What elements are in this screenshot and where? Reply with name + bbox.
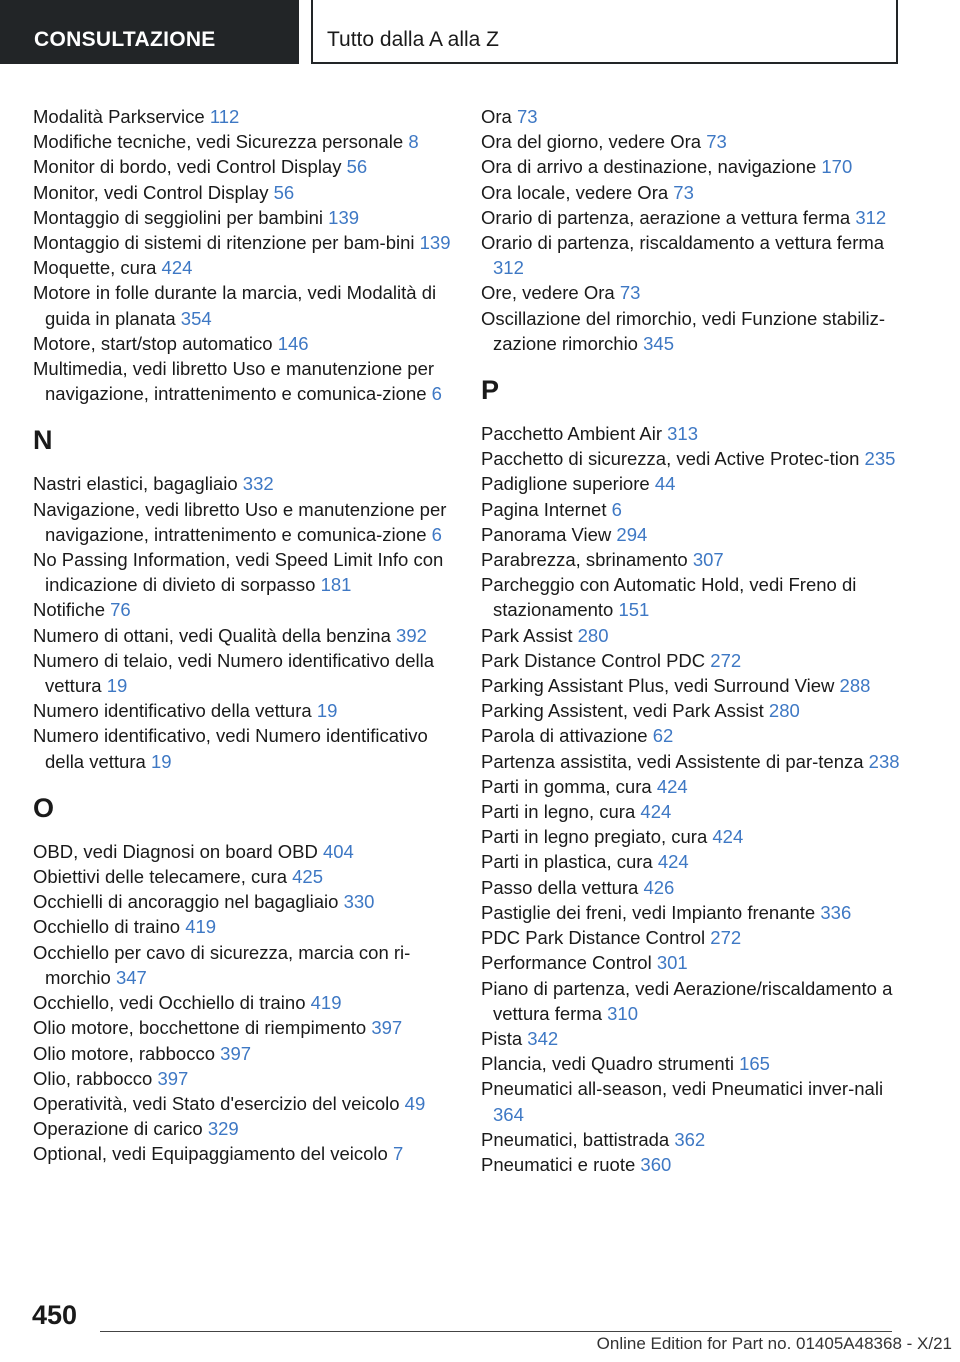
page-reference-link[interactable]: 424 <box>712 826 744 848</box>
section-title: CONSULTAZIONE <box>34 28 216 51</box>
page-number: 450 <box>32 1300 78 1330</box>
page-reference-link[interactable]: 312 <box>855 206 887 228</box>
index-entry <box>481 723 901 748</box>
page-reference-link[interactable]: 139 <box>419 232 451 254</box>
index-entry-text: No Passing Information, vedi Speed Limit Info con indicazione di divieto di sorpasso <box>33 549 444 596</box>
index-entry <box>481 104 901 129</box>
page-reference-link[interactable]: 62 <box>652 725 674 747</box>
index-entry-text: Orario di partenza, riscaldamento a vettura ferma <box>481 232 885 254</box>
index-entry-text: Parola di attivazione <box>481 725 648 747</box>
index-entry-text: Montaggio di seggiolini per bambini <box>33 206 324 228</box>
page-reference-link[interactable]: 280 <box>577 624 609 646</box>
index-entry-text: Numero di telaio, vedi Numero identificativo della vettura <box>33 649 435 697</box>
index-entry <box>481 875 901 900</box>
page-reference-link[interactable]: 419 <box>310 992 342 1014</box>
index-entry-text: Montaggio di sistemi di ritenzione per bam‐bini <box>33 232 415 254</box>
index-entry-text: Olio motore, bocchettone di riempimento <box>33 1017 367 1039</box>
page-reference-link[interactable]: 238 <box>868 750 900 772</box>
index-entry-text: Navigazione, vedi libretto Uso e manutenzione per navigazione, intrattenimento e comunica‐zione <box>33 498 447 545</box>
index-entry-text: Ora locale, vedere Ora <box>481 181 669 203</box>
page-reference-link[interactable]: 44 <box>654 473 676 495</box>
index-entry <box>33 914 453 939</box>
index-entry <box>481 849 901 874</box>
index-entry-text: Parking Assistant Plus, vedi Surround View <box>481 675 835 697</box>
index-entry-text: Ore, vedere Ora <box>481 282 615 304</box>
index-entry <box>33 331 453 356</box>
page-reference-link[interactable]: 362 <box>674 1128 706 1150</box>
index-entry-text: Oscillazione del rimorchio, vedi Funzione stabiliz‐zazione rimorchio <box>481 307 886 354</box>
index-entry-text: Piano di partenza, vedi Aerazione/riscaldamento a vettura ferma <box>481 977 893 1024</box>
index-entry <box>481 1076 901 1126</box>
index-entry <box>481 154 901 179</box>
index-entry <box>481 306 901 356</box>
index-entry <box>481 925 901 950</box>
page-reference-link[interactable]: 139 <box>328 206 360 228</box>
page-reference-link[interactable]: 235 <box>864 448 896 470</box>
index-entry-text: Parabrezza, sbrinamento <box>481 549 688 571</box>
page-reference-link[interactable]: 312 <box>493 257 524 279</box>
page-reference-link[interactable]: 56 <box>346 156 368 178</box>
index-entry-text: Monitor di bordo, vedi Control Display <box>33 156 342 178</box>
page-reference-link[interactable]: 330 <box>343 891 375 913</box>
index-entry <box>33 1141 453 1166</box>
index-entry-text: Parti in gomma, cura <box>481 775 652 797</box>
index-entry <box>481 280 901 305</box>
index-entry-text: Ora di arrivo a destinazione, navigazione <box>481 156 817 178</box>
index-letter-heading: P <box>481 375 500 406</box>
page-reference-link[interactable]: 336 <box>820 901 852 923</box>
index-entry <box>481 1051 901 1076</box>
page-reference-link[interactable]: 19 <box>316 700 338 722</box>
index-entry-text: Nastri elastici, bagagliaio <box>33 473 238 495</box>
index-entry-text: Operazione di carico <box>33 1118 203 1140</box>
index-entry-text: Pneumatici all-season, vedi Pneumatici inver‐nali <box>481 1078 884 1100</box>
index-entry-text: Occhielli di ancoraggio nel bagagliaio <box>33 891 339 913</box>
index-entry <box>481 471 901 496</box>
index-entry-text: Parking Assistent, vedi Park Assist <box>481 700 764 722</box>
index-entry <box>33 154 453 179</box>
index-entry <box>33 180 453 205</box>
index-entry-text: Operatività, vedi Stato d'esercizio del veicolo <box>33 1092 400 1114</box>
page-reference-link[interactable]: 181 <box>320 574 352 596</box>
index-entry-text: Parcheggio con Automatic Hold, vedi Freno di stazionamento <box>481 574 857 621</box>
index-entry-text: Notifiche <box>33 599 105 621</box>
index-entry <box>33 1116 453 1141</box>
index-entry <box>33 255 453 280</box>
index-entry <box>33 648 453 698</box>
index-entry <box>33 1015 453 1040</box>
page-reference-link[interactable]: 392 <box>396 624 427 646</box>
page-reference-link[interactable]: 6 <box>431 383 442 405</box>
index-entry-text: Orario di partenza, aerazione a vettura ferma <box>481 206 851 228</box>
page-reference-link[interactable]: 426 <box>643 876 675 898</box>
index-entry-text: Modalità Parkservice <box>33 106 205 127</box>
page-reference-link[interactable]: 170 <box>821 156 853 178</box>
index-entry <box>33 471 453 496</box>
page-reference-link[interactable]: 8 <box>408 131 419 153</box>
index-entry-text: Performance Control <box>481 952 652 974</box>
page-reference-link[interactable]: 288 <box>839 675 871 697</box>
index-entry-text: Occhiello per cavo di sicurezza, marcia con ri‐morchio <box>33 941 411 988</box>
page-reference-link[interactable]: 342 <box>527 1027 559 1049</box>
index-entry-text: Motore in folle durante la marcia, vedi Modalità di guida in planata <box>33 282 437 329</box>
page-reference-link[interactable]: 332 <box>242 473 274 495</box>
index-entry <box>33 547 453 597</box>
index-entry-text: Motore, start/stop automatico <box>33 332 273 354</box>
index-entry-text: Plancia, vedi Quadro strumenti <box>481 1053 734 1075</box>
index-entry <box>481 205 901 230</box>
index-entry <box>481 522 901 547</box>
page-reference-link[interactable]: 146 <box>277 332 309 354</box>
page-reference-link[interactable]: 73 <box>673 181 694 203</box>
index-entry-text: Padiglione superiore <box>481 473 650 495</box>
index-entry-text: Ora <box>481 106 512 127</box>
page-reference-link[interactable]: 397 <box>371 1017 403 1039</box>
chapter-header <box>311 0 898 64</box>
index-entry <box>33 1041 453 1066</box>
index-entry-text: Park Distance Control PDC <box>481 649 706 671</box>
index-entry <box>481 976 901 1026</box>
page-reference-link[interactable]: 280 <box>768 700 800 722</box>
page-reference-link[interactable]: 19 <box>106 675 128 697</box>
index-entry <box>33 280 453 330</box>
index-entry <box>33 698 453 723</box>
index-entry-text: Optional, vedi Equipaggiamento del veicolo <box>33 1143 388 1165</box>
index-entry-text: Numero di ottani, vedi Qualità della benzina <box>33 624 391 646</box>
page-reference-link[interactable]: 165 <box>739 1053 770 1075</box>
index-entry-text: Ora del giorno, vedere Ora <box>481 131 702 153</box>
index-entry <box>481 1152 901 1177</box>
index-entry <box>481 446 901 471</box>
page-reference-link[interactable]: 424 <box>657 851 689 873</box>
page-reference-link[interactable]: 310 <box>607 1002 639 1024</box>
page-reference-link[interactable]: 272 <box>710 649 742 671</box>
index-entry-text: Olio motore, rabbocco <box>33 1042 216 1064</box>
page-reference-link[interactable]: 6 <box>431 523 442 545</box>
index-entry <box>481 900 901 925</box>
page-reference-link[interactable]: 151 <box>618 599 650 621</box>
index-entry-text: Parti in legno pregiato, cura <box>481 826 708 848</box>
page-reference-link[interactable]: 272 <box>710 927 742 949</box>
index-entry-text: OBD, vedi Diagnosi on board OBD <box>33 840 318 862</box>
index-entry <box>33 104 453 129</box>
index-entry <box>33 597 453 622</box>
page-reference-link[interactable]: 76 <box>110 599 131 621</box>
page-reference-link[interactable]: 6 <box>611 498 622 520</box>
page-reference-link[interactable]: 73 <box>619 282 641 304</box>
index-entry-text: Parti in legno, cura <box>481 801 636 823</box>
index-entry-text: Modifiche tecniche, vedi Sicurezza personale <box>33 131 404 153</box>
page-reference-link[interactable]: 360 <box>640 1153 672 1175</box>
page-reference-link[interactable]: 73 <box>706 131 727 153</box>
page-reference-link[interactable]: 404 <box>322 840 354 862</box>
index-entry-text: Multimedia, vedi libretto Uso e manutenzione per navigazione, intrattenimento e comunica‐zione <box>33 358 435 405</box>
index-entry-text: Obiettivi delle telecamere, cura <box>33 866 287 888</box>
index-entry-text: Pagina Internet <box>481 498 607 520</box>
page-reference-link[interactable]: 73 <box>516 106 538 127</box>
index-entry <box>481 572 901 622</box>
index-entry <box>33 356 453 406</box>
index-entry <box>33 623 453 648</box>
index-entry <box>481 421 901 446</box>
footer-rule <box>100 1331 892 1332</box>
index-entry <box>481 230 901 280</box>
page-reference-link[interactable]: 397 <box>220 1042 252 1064</box>
index-entry-text: Partenza assistita, vedi Assistente di par‐tenza <box>481 750 864 772</box>
index-entry <box>33 129 453 154</box>
index-entry <box>481 547 901 572</box>
footer-edition: Online Edition for Part no. 01405A48368 - X/21 <box>596 1334 952 1353</box>
page-reference-link[interactable]: 425 <box>292 866 323 888</box>
chapter-title: Tutto dalla A alla Z <box>327 28 499 51</box>
page-reference-link[interactable]: 347 <box>115 966 147 988</box>
index-entry-text: Olio, rabbocco <box>33 1067 153 1089</box>
page-reference-link[interactable]: 112 <box>209 106 240 127</box>
index-entry <box>481 673 901 698</box>
index-entry-text: Occhiello di traino <box>33 916 181 938</box>
index-entry-text: Numero identificativo della vettura <box>33 700 312 722</box>
index-entry <box>481 623 901 648</box>
index-letter-heading: O <box>33 792 55 823</box>
index-entry <box>33 940 453 990</box>
index-column-left <box>33 104 453 1167</box>
index-entry <box>481 129 901 154</box>
index-entry <box>33 723 453 773</box>
index-entry-text: Pastiglie dei freni, vedi Impianto frenante <box>481 901 816 923</box>
index-entry-text: Passo della vettura <box>481 876 639 898</box>
index-letter-heading: N <box>33 425 53 456</box>
index-column-right <box>481 104 901 1177</box>
page-reference-link[interactable]: 49 <box>404 1092 426 1114</box>
index-entry-text: Occhiello, vedi Occhiello di traino <box>33 992 306 1014</box>
index-entry <box>33 230 453 255</box>
page-reference-link[interactable]: 424 <box>656 775 688 797</box>
page-reference-link[interactable]: 424 <box>161 257 193 279</box>
index-entry-text: Pista <box>481 1027 523 1049</box>
index-entry-text: Park Assist <box>481 624 573 646</box>
index-entry-text: Numero identificativo, vedi Numero identificativo della vettura <box>33 725 428 772</box>
index-entry <box>33 1066 453 1091</box>
index-entry <box>481 180 901 205</box>
index-entry <box>481 497 901 522</box>
index-entry <box>481 698 901 723</box>
index-entry-text: Monitor, vedi Control Display <box>33 181 269 203</box>
index-entry <box>481 799 901 824</box>
page-reference-link[interactable]: 294 <box>616 523 648 545</box>
index-entry <box>33 864 453 889</box>
page-reference-link[interactable]: 354 <box>180 307 212 329</box>
index-entry-text: Pacchetto Ambient Air <box>481 423 662 445</box>
index-entry-text: Pneumatici e ruote <box>481 1153 636 1175</box>
page-reference-link[interactable]: 307 <box>692 549 724 571</box>
page-reference-link[interactable]: 313 <box>667 423 699 445</box>
page-reference-link[interactable]: 7 <box>392 1143 404 1165</box>
page-reference-link[interactable]: 419 <box>185 916 217 938</box>
page-reference-link[interactable]: 56 <box>273 181 295 203</box>
page-reference-link[interactable]: 301 <box>656 952 688 974</box>
index-entry <box>481 648 901 673</box>
section-tab <box>0 0 299 64</box>
index-entry-text: Panorama View <box>481 523 612 545</box>
index-entry <box>481 824 901 849</box>
index-entry <box>33 205 453 230</box>
page-reference-link[interactable]: 397 <box>157 1067 189 1089</box>
index-entry-text: Pneumatici, battistrada <box>481 1128 670 1150</box>
page-reference-link[interactable]: 329 <box>207 1118 239 1140</box>
page-reference-link[interactable]: 364 <box>493 1103 524 1125</box>
index-entry <box>481 1026 901 1051</box>
index-entry <box>33 839 453 864</box>
index-entry <box>33 889 453 914</box>
index-entry-text: Moquette, cura <box>33 257 157 279</box>
index-entry <box>481 749 901 774</box>
page-reference-link[interactable]: 424 <box>640 801 672 823</box>
index-entry <box>33 1091 453 1116</box>
index-entry <box>33 497 453 547</box>
index-entry-text: Pacchetto di sicurezza, vedi Active Protec‐tion <box>481 448 860 470</box>
index-entry-text: Parti in plastica, cura <box>481 851 653 873</box>
index-entry <box>481 950 901 975</box>
index-entry <box>33 990 453 1015</box>
page-reference-link[interactable]: 19 <box>150 750 172 772</box>
index-entry-text: PDC Park Distance Control <box>481 927 706 949</box>
index-entry <box>481 1127 901 1152</box>
page-reference-link[interactable]: 345 <box>643 332 674 354</box>
index-entry <box>481 774 901 799</box>
